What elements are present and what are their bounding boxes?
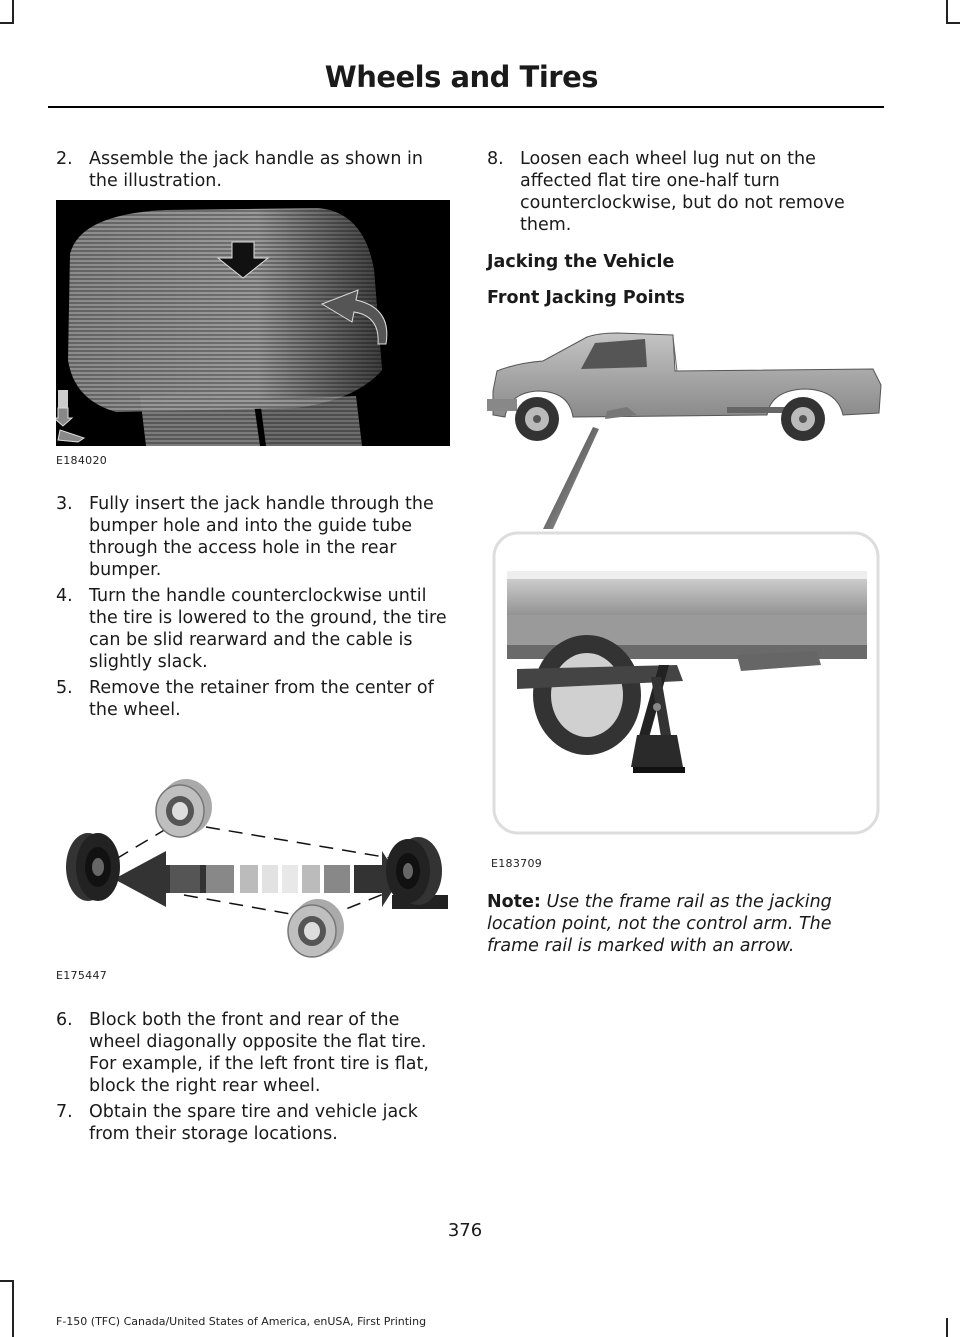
tire-top-light-icon — [156, 779, 212, 837]
step-number: 6. — [56, 1010, 73, 1030]
step-number: 4. — [56, 586, 73, 606]
step-number: 5. — [56, 678, 73, 698]
jacking-points-illustration — [487, 315, 883, 851]
figure-wheel-blocking — [56, 777, 450, 961]
step-text: Assemble the jack handle as shown in the illustration. — [89, 149, 423, 191]
pickup-truck-icon — [487, 333, 881, 441]
note — [487, 891, 883, 957]
page-number: 376 — [447, 1220, 483, 1241]
crop-mark-tl-v — [12, 0, 14, 22]
page-header-title: Wheels and Tires — [324, 60, 598, 94]
note-label: Note: — [487, 892, 541, 912]
figure-code: E175447 — [56, 969, 108, 982]
step-item — [56, 148, 452, 192]
step-text: Fully insert the jack handle through the bumper hole and into the guide tube through the access hole in the rear bumper. — [89, 494, 434, 580]
step-item — [56, 585, 452, 673]
crop-mark-tl-h — [0, 22, 14, 24]
figure-code: E184020 — [56, 454, 108, 467]
step-text: Loosen each wheel lug nut on the affected flat tire one-half turn counterclockwise, but do not remove them. — [520, 149, 845, 235]
step-text: Remove the retainer from the center of the wheel. — [89, 678, 434, 720]
figure-front-jacking-points — [487, 315, 883, 851]
crop-mark-bl-h — [0, 1280, 14, 1282]
subsection-heading: Front Jacking Points — [487, 288, 685, 308]
step-text: Obtain the spare tire and vehicle jack from their storage locations. — [89, 1102, 418, 1144]
inset-handle-icon — [56, 390, 84, 442]
crop-mark-tr-v — [946, 0, 948, 22]
section-heading: Jacking the Vehicle — [487, 252, 675, 272]
wheel-blocking-illustration — [56, 777, 450, 961]
step-item — [56, 493, 452, 581]
step-item — [56, 1009, 452, 1097]
tire-right-dark-icon — [386, 837, 448, 909]
tire-bottom-light-icon — [288, 899, 344, 957]
crop-mark-br-v — [946, 1318, 948, 1337]
footer-edition: F-150 (TFC) Canada/United States of America, enUSA, First Printing — [56, 1315, 427, 1328]
step-number: 2. — [56, 149, 73, 169]
header-rule — [48, 106, 884, 108]
step-list-6-7 — [56, 1009, 452, 1145]
left-column — [56, 148, 452, 1145]
step-list-3-5 — [56, 493, 452, 721]
step-text: Turn the handle counterclockwise until the tire is lowered to the ground, the tire can be slid rearward and the cable is slightly slack. — [89, 586, 447, 672]
step-text: Block both the front and rear of the wheel diagonally opposite the flat tire. For example, if the left front tire is flat, block the right rear wheel. — [89, 1010, 429, 1096]
note-text: Use the frame rail as the jacking location point, not the control arm. The frame rail is marked with an arrow. — [487, 892, 832, 956]
tire-left-dark-icon — [66, 833, 120, 901]
step-list-2 — [56, 148, 452, 192]
callout-pointer — [543, 427, 599, 529]
step-number: 3. — [56, 494, 73, 514]
right-column — [487, 148, 883, 957]
step-item — [487, 148, 883, 236]
step-number: 8. — [487, 149, 504, 169]
step-item — [56, 677, 452, 721]
step-list-8 — [487, 148, 883, 236]
jack-handle-illustration — [56, 200, 450, 446]
crop-mark-tr-h — [946, 22, 960, 24]
step-number: 7. — [56, 1102, 73, 1122]
figure-jack-handle — [56, 200, 450, 446]
crop-mark-bl-v — [12, 1280, 14, 1337]
step-item — [56, 1101, 452, 1145]
figure-code: E183709 — [491, 857, 543, 870]
